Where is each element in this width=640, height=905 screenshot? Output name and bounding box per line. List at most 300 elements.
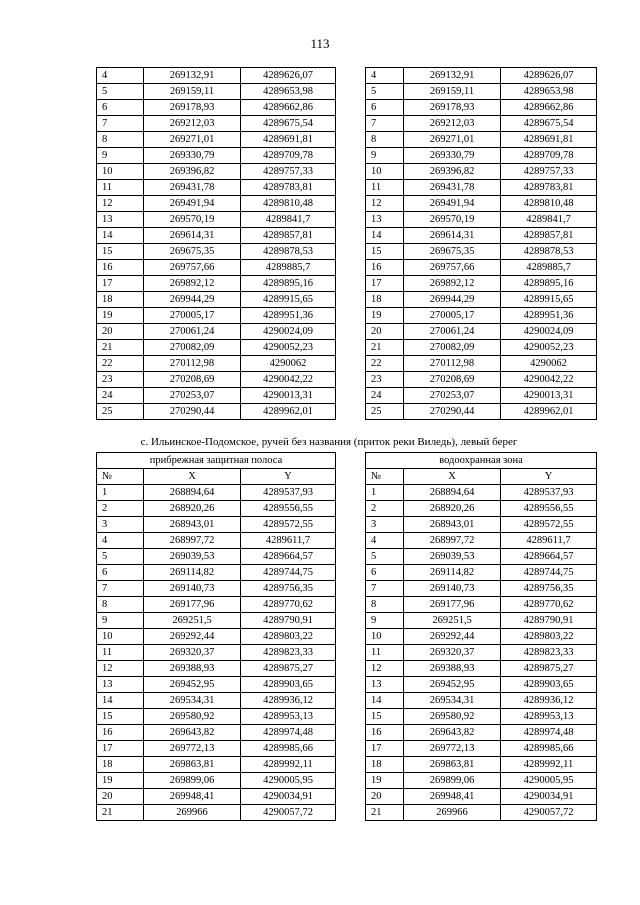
point-number: 3 bbox=[97, 517, 144, 533]
y-coordinate: 4289953,13 bbox=[501, 709, 597, 725]
y-coordinate: 4289841,7 bbox=[501, 212, 597, 228]
table-row bbox=[97, 276, 336, 292]
point-number: 9 bbox=[97, 148, 144, 164]
y-coordinate: 4289915,65 bbox=[241, 292, 336, 308]
y-coordinate: 4289757,33 bbox=[241, 164, 336, 180]
x-coordinate: 269944,29 bbox=[404, 292, 501, 308]
column-header-no: № bbox=[97, 469, 144, 485]
y-coordinate: 4289985,66 bbox=[501, 741, 597, 757]
y-coordinate: 4289803,22 bbox=[501, 629, 597, 645]
table-row bbox=[366, 212, 597, 228]
x-coordinate: 269614,31 bbox=[404, 228, 501, 244]
table-row bbox=[97, 356, 336, 372]
table-row bbox=[366, 260, 597, 276]
x-coordinate: 269271,01 bbox=[144, 132, 241, 148]
table-row bbox=[366, 292, 597, 308]
point-number: 16 bbox=[97, 725, 144, 741]
y-coordinate: 4289691,81 bbox=[241, 132, 336, 148]
point-number: 7 bbox=[366, 116, 404, 132]
x-coordinate: 269772,13 bbox=[144, 741, 241, 757]
point-number: 12 bbox=[97, 661, 144, 677]
y-coordinate: 4289757,33 bbox=[501, 164, 597, 180]
point-number: 5 bbox=[97, 84, 144, 100]
x-coordinate: 268894,64 bbox=[404, 485, 501, 501]
table-row bbox=[97, 148, 336, 164]
x-coordinate: 269570,19 bbox=[144, 212, 241, 228]
y-coordinate: 4289875,27 bbox=[241, 661, 336, 677]
point-number: 20 bbox=[366, 324, 404, 340]
x-coordinate: 269177,96 bbox=[404, 597, 501, 613]
x-coordinate: 269251,5 bbox=[144, 613, 241, 629]
table-row bbox=[97, 260, 336, 276]
table-row bbox=[97, 404, 336, 420]
point-number: 2 bbox=[97, 501, 144, 517]
y-coordinate: 4289962,01 bbox=[501, 404, 597, 420]
point-number: 21 bbox=[366, 805, 404, 821]
point-number: 18 bbox=[97, 757, 144, 773]
x-coordinate: 269292,44 bbox=[144, 629, 241, 645]
y-coordinate: 4289709,78 bbox=[501, 148, 597, 164]
x-coordinate: 269292,44 bbox=[404, 629, 501, 645]
y-coordinate: 4289992,11 bbox=[241, 757, 336, 773]
point-number: 19 bbox=[366, 773, 404, 789]
coords-table-section1-right bbox=[365, 67, 597, 420]
point-number: 15 bbox=[97, 244, 144, 260]
x-coordinate: 270290,44 bbox=[144, 404, 241, 420]
y-coordinate: 4289653,98 bbox=[241, 84, 336, 100]
y-coordinate: 4290062 bbox=[501, 356, 597, 372]
point-number: 23 bbox=[97, 372, 144, 388]
point-number: 8 bbox=[97, 132, 144, 148]
y-coordinate: 4290013,31 bbox=[501, 388, 597, 404]
x-coordinate: 269388,93 bbox=[404, 661, 501, 677]
x-coordinate: 269452,95 bbox=[404, 677, 501, 693]
y-coordinate: 4289611,7 bbox=[241, 533, 336, 549]
table-body bbox=[97, 485, 336, 821]
table-row bbox=[97, 164, 336, 180]
point-number: 17 bbox=[97, 276, 144, 292]
y-coordinate: 4289662,86 bbox=[241, 100, 336, 116]
point-number: 4 bbox=[97, 68, 144, 84]
table-row bbox=[97, 661, 336, 677]
table-row bbox=[366, 180, 597, 196]
y-coordinate: 4289770,62 bbox=[241, 597, 336, 613]
table-row bbox=[97, 372, 336, 388]
y-coordinate: 4289951,36 bbox=[501, 308, 597, 324]
y-coordinate: 4290042,22 bbox=[241, 372, 336, 388]
y-coordinate: 4289895,16 bbox=[241, 276, 336, 292]
y-coordinate: 4289823,33 bbox=[241, 645, 336, 661]
point-number: 16 bbox=[366, 725, 404, 741]
x-coordinate: 269675,35 bbox=[144, 244, 241, 260]
point-number: 17 bbox=[366, 741, 404, 757]
x-coordinate: 269330,79 bbox=[144, 148, 241, 164]
table-row bbox=[97, 485, 336, 501]
y-coordinate: 4290013,31 bbox=[241, 388, 336, 404]
x-coordinate: 268894,64 bbox=[144, 485, 241, 501]
x-coordinate: 269159,11 bbox=[404, 84, 501, 100]
y-coordinate: 4289537,93 bbox=[501, 485, 597, 501]
page-number: 113 bbox=[310, 36, 330, 51]
x-coordinate: 269534,31 bbox=[404, 693, 501, 709]
table-row bbox=[366, 709, 597, 725]
table-row bbox=[366, 613, 597, 629]
y-coordinate: 4289709,78 bbox=[241, 148, 336, 164]
table-row bbox=[97, 244, 336, 260]
y-coordinate: 4290024,09 bbox=[241, 324, 336, 340]
x-coordinate: 269178,93 bbox=[404, 100, 501, 116]
table-row bbox=[366, 741, 597, 757]
point-number: 1 bbox=[366, 485, 404, 501]
x-coordinate: 269396,82 bbox=[144, 164, 241, 180]
x-coordinate: 269431,78 bbox=[404, 180, 501, 196]
table-row bbox=[97, 116, 336, 132]
x-coordinate: 268997,72 bbox=[144, 533, 241, 549]
point-number: 7 bbox=[366, 581, 404, 597]
table-row bbox=[97, 693, 336, 709]
table-row bbox=[97, 613, 336, 629]
x-coordinate: 268943,01 bbox=[144, 517, 241, 533]
y-coordinate: 4290052,23 bbox=[241, 340, 336, 356]
table-row bbox=[366, 789, 597, 805]
point-number: 7 bbox=[97, 116, 144, 132]
y-coordinate: 4289903,65 bbox=[501, 677, 597, 693]
table-title: водоохранная зона bbox=[366, 453, 597, 469]
x-coordinate: 269132,91 bbox=[144, 68, 241, 84]
x-coordinate: 269899,06 bbox=[404, 773, 501, 789]
x-coordinate: 269899,06 bbox=[144, 773, 241, 789]
y-coordinate: 4289662,86 bbox=[501, 100, 597, 116]
x-coordinate: 269212,03 bbox=[404, 116, 501, 132]
point-number: 5 bbox=[366, 84, 404, 100]
y-coordinate: 4289756,35 bbox=[241, 581, 336, 597]
y-coordinate: 4290042,22 bbox=[501, 372, 597, 388]
y-coordinate: 4290057,72 bbox=[241, 805, 336, 821]
point-number: 18 bbox=[366, 757, 404, 773]
y-coordinate: 4289626,07 bbox=[241, 68, 336, 84]
y-coordinate: 4289744,75 bbox=[241, 565, 336, 581]
table-row bbox=[97, 581, 336, 597]
point-number: 19 bbox=[97, 773, 144, 789]
x-coordinate: 269892,12 bbox=[144, 276, 241, 292]
x-coordinate: 269580,92 bbox=[404, 709, 501, 725]
y-coordinate: 4289915,65 bbox=[501, 292, 597, 308]
table-row bbox=[366, 100, 597, 116]
table-title: прибрежная защитная полоса bbox=[97, 453, 336, 469]
table-row bbox=[97, 180, 336, 196]
x-coordinate: 270208,69 bbox=[404, 372, 501, 388]
point-number: 1 bbox=[97, 485, 144, 501]
table-row bbox=[366, 164, 597, 180]
x-coordinate: 269320,37 bbox=[144, 645, 241, 661]
point-number: 14 bbox=[366, 693, 404, 709]
x-coordinate: 269757,66 bbox=[404, 260, 501, 276]
y-coordinate: 4289875,27 bbox=[501, 661, 597, 677]
table-row bbox=[97, 725, 336, 741]
table-row bbox=[97, 388, 336, 404]
table-body bbox=[97, 68, 336, 420]
table-row bbox=[97, 517, 336, 533]
table-row bbox=[366, 372, 597, 388]
x-coordinate: 268920,26 bbox=[404, 501, 501, 517]
x-coordinate: 269132,91 bbox=[404, 68, 501, 84]
x-coordinate: 269863,81 bbox=[404, 757, 501, 773]
point-number: 21 bbox=[97, 805, 144, 821]
table-row bbox=[97, 308, 336, 324]
table-row bbox=[97, 196, 336, 212]
x-coordinate: 269271,01 bbox=[404, 132, 501, 148]
y-coordinate: 4289626,07 bbox=[501, 68, 597, 84]
table-row bbox=[97, 741, 336, 757]
point-number: 16 bbox=[366, 260, 404, 276]
y-coordinate: 4289810,48 bbox=[501, 196, 597, 212]
y-coordinate: 4289803,22 bbox=[241, 629, 336, 645]
point-number: 6 bbox=[97, 565, 144, 581]
point-number: 12 bbox=[366, 196, 404, 212]
x-coordinate: 269330,79 bbox=[404, 148, 501, 164]
table-row bbox=[366, 308, 597, 324]
x-coordinate: 269534,31 bbox=[144, 693, 241, 709]
point-number: 17 bbox=[97, 741, 144, 757]
point-number: 20 bbox=[97, 324, 144, 340]
point-number: 15 bbox=[97, 709, 144, 725]
x-coordinate: 269452,95 bbox=[144, 677, 241, 693]
table-row bbox=[97, 84, 336, 100]
x-coordinate: 268943,01 bbox=[404, 517, 501, 533]
y-coordinate: 4289985,66 bbox=[241, 741, 336, 757]
point-number: 20 bbox=[97, 789, 144, 805]
point-number: 21 bbox=[97, 340, 144, 356]
table-row bbox=[366, 677, 597, 693]
table-row bbox=[366, 244, 597, 260]
column-header-y: Y bbox=[501, 469, 597, 485]
x-coordinate: 270290,44 bbox=[404, 404, 501, 420]
point-number: 5 bbox=[97, 549, 144, 565]
point-number: 16 bbox=[97, 260, 144, 276]
y-coordinate: 4289841,7 bbox=[241, 212, 336, 228]
coords-table-section1-left bbox=[96, 67, 336, 420]
x-coordinate: 269580,92 bbox=[144, 709, 241, 725]
y-coordinate: 4289936,12 bbox=[501, 693, 597, 709]
x-coordinate: 269948,41 bbox=[144, 789, 241, 805]
y-coordinate: 4289611,7 bbox=[501, 533, 597, 549]
table-body bbox=[366, 485, 597, 821]
table-row bbox=[366, 68, 597, 84]
y-coordinate: 4289895,16 bbox=[501, 276, 597, 292]
point-number: 6 bbox=[366, 565, 404, 581]
y-coordinate: 4289936,12 bbox=[241, 693, 336, 709]
table-row bbox=[366, 485, 597, 501]
point-number: 14 bbox=[366, 228, 404, 244]
y-coordinate: 4289664,57 bbox=[241, 549, 336, 565]
x-coordinate: 269892,12 bbox=[404, 276, 501, 292]
table-row bbox=[366, 725, 597, 741]
y-coordinate: 4289770,62 bbox=[501, 597, 597, 613]
point-number: 13 bbox=[97, 212, 144, 228]
section-caption: с. Ильинское-Подомское, ручей без названия (приток реки Виледь), левый берег bbox=[140, 436, 518, 448]
x-coordinate: 269320,37 bbox=[404, 645, 501, 661]
table-row bbox=[366, 84, 597, 100]
point-number: 10 bbox=[366, 164, 404, 180]
x-coordinate: 268997,72 bbox=[404, 533, 501, 549]
point-number: 22 bbox=[97, 356, 144, 372]
y-coordinate: 4289675,54 bbox=[501, 116, 597, 132]
table-row bbox=[366, 517, 597, 533]
x-coordinate: 269140,73 bbox=[404, 581, 501, 597]
x-coordinate: 270005,17 bbox=[404, 308, 501, 324]
table-row bbox=[97, 501, 336, 517]
x-coordinate: 269570,19 bbox=[404, 212, 501, 228]
y-coordinate: 4289857,81 bbox=[241, 228, 336, 244]
point-number: 3 bbox=[366, 517, 404, 533]
table-row bbox=[366, 629, 597, 645]
point-number: 15 bbox=[366, 244, 404, 260]
table-row bbox=[97, 597, 336, 613]
point-number: 4 bbox=[366, 533, 404, 549]
y-coordinate: 4289653,98 bbox=[501, 84, 597, 100]
table-row bbox=[366, 533, 597, 549]
table-row bbox=[97, 533, 336, 549]
x-coordinate: 269643,82 bbox=[144, 725, 241, 741]
x-coordinate: 269863,81 bbox=[144, 757, 241, 773]
coords-table-section2-left bbox=[96, 452, 336, 821]
table-row bbox=[366, 132, 597, 148]
y-coordinate: 4289691,81 bbox=[501, 132, 597, 148]
x-coordinate: 269614,31 bbox=[144, 228, 241, 244]
x-coordinate: 270061,24 bbox=[144, 324, 241, 340]
table-row bbox=[97, 805, 336, 821]
point-number: 21 bbox=[366, 340, 404, 356]
y-coordinate: 4289951,36 bbox=[241, 308, 336, 324]
table-body bbox=[366, 68, 597, 420]
y-coordinate: 4289756,35 bbox=[501, 581, 597, 597]
y-coordinate: 4289744,75 bbox=[501, 565, 597, 581]
x-coordinate: 270253,07 bbox=[144, 388, 241, 404]
point-number: 22 bbox=[366, 356, 404, 372]
y-coordinate: 4290024,09 bbox=[501, 324, 597, 340]
point-number: 10 bbox=[97, 629, 144, 645]
x-coordinate: 269039,53 bbox=[404, 549, 501, 565]
table-row bbox=[366, 228, 597, 244]
table-row bbox=[97, 324, 336, 340]
point-number: 13 bbox=[366, 677, 404, 693]
table-row bbox=[366, 356, 597, 372]
x-coordinate: 269039,53 bbox=[144, 549, 241, 565]
point-number: 4 bbox=[366, 68, 404, 84]
y-coordinate: 4289810,48 bbox=[241, 196, 336, 212]
x-coordinate: 269772,13 bbox=[404, 741, 501, 757]
point-number: 20 bbox=[366, 789, 404, 805]
x-coordinate: 269396,82 bbox=[404, 164, 501, 180]
point-number: 18 bbox=[97, 292, 144, 308]
y-coordinate: 4289556,55 bbox=[241, 501, 336, 517]
y-coordinate: 4289857,81 bbox=[501, 228, 597, 244]
x-coordinate: 270253,07 bbox=[404, 388, 501, 404]
point-number: 6 bbox=[97, 100, 144, 116]
table-row bbox=[366, 661, 597, 677]
table-row bbox=[366, 581, 597, 597]
point-number: 14 bbox=[97, 693, 144, 709]
table-row bbox=[97, 789, 336, 805]
x-coordinate: 269431,78 bbox=[144, 180, 241, 196]
y-coordinate: 4289675,54 bbox=[241, 116, 336, 132]
point-number: 4 bbox=[97, 533, 144, 549]
y-coordinate: 4289885,7 bbox=[241, 260, 336, 276]
point-number: 23 bbox=[366, 372, 404, 388]
table-row bbox=[366, 693, 597, 709]
table-row bbox=[366, 196, 597, 212]
table-row bbox=[97, 132, 336, 148]
point-number: 19 bbox=[97, 308, 144, 324]
x-coordinate: 269643,82 bbox=[404, 725, 501, 741]
column-header-x: X bbox=[144, 469, 241, 485]
x-coordinate: 269966 bbox=[144, 805, 241, 821]
table-row bbox=[97, 709, 336, 725]
x-coordinate: 270112,98 bbox=[144, 356, 241, 372]
x-coordinate: 269757,66 bbox=[144, 260, 241, 276]
x-coordinate: 269944,29 bbox=[144, 292, 241, 308]
y-coordinate: 4289885,7 bbox=[501, 260, 597, 276]
table-row bbox=[366, 324, 597, 340]
table-row bbox=[366, 549, 597, 565]
y-coordinate: 4289572,55 bbox=[241, 517, 336, 533]
y-coordinate: 4290005,95 bbox=[241, 773, 336, 789]
x-coordinate: 269178,93 bbox=[144, 100, 241, 116]
table-row bbox=[366, 404, 597, 420]
x-coordinate: 269114,82 bbox=[404, 565, 501, 581]
point-number: 9 bbox=[366, 613, 404, 629]
y-coordinate: 4289878,53 bbox=[241, 244, 336, 260]
point-number: 11 bbox=[366, 180, 404, 196]
column-header-no: № bbox=[366, 469, 404, 485]
x-coordinate: 270061,24 bbox=[404, 324, 501, 340]
table-row bbox=[366, 773, 597, 789]
x-coordinate: 270112,98 bbox=[404, 356, 501, 372]
point-number: 5 bbox=[366, 549, 404, 565]
table-row bbox=[97, 757, 336, 773]
y-coordinate: 4290062 bbox=[241, 356, 336, 372]
y-coordinate: 4289974,48 bbox=[241, 725, 336, 741]
table-row bbox=[97, 629, 336, 645]
table-row bbox=[366, 757, 597, 773]
y-coordinate: 4289878,53 bbox=[501, 244, 597, 260]
point-number: 12 bbox=[97, 196, 144, 212]
point-number: 10 bbox=[366, 629, 404, 645]
point-number: 24 bbox=[97, 388, 144, 404]
table-row bbox=[97, 565, 336, 581]
point-number: 11 bbox=[97, 180, 144, 196]
table-row bbox=[366, 597, 597, 613]
y-coordinate: 4289783,81 bbox=[501, 180, 597, 196]
x-coordinate: 269140,73 bbox=[144, 581, 241, 597]
y-coordinate: 4290057,72 bbox=[501, 805, 597, 821]
y-coordinate: 4289992,11 bbox=[501, 757, 597, 773]
x-coordinate: 269675,35 bbox=[404, 244, 501, 260]
point-number: 13 bbox=[97, 677, 144, 693]
point-number: 18 bbox=[366, 292, 404, 308]
point-number: 9 bbox=[366, 148, 404, 164]
y-coordinate: 4289783,81 bbox=[241, 180, 336, 196]
table-row bbox=[366, 276, 597, 292]
table-row bbox=[366, 805, 597, 821]
point-number: 7 bbox=[97, 581, 144, 597]
column-header-x: X bbox=[404, 469, 501, 485]
table-row bbox=[97, 68, 336, 84]
x-coordinate: 270005,17 bbox=[144, 308, 241, 324]
point-number: 8 bbox=[366, 132, 404, 148]
table-row bbox=[366, 148, 597, 164]
x-coordinate: 269251,5 bbox=[404, 613, 501, 629]
